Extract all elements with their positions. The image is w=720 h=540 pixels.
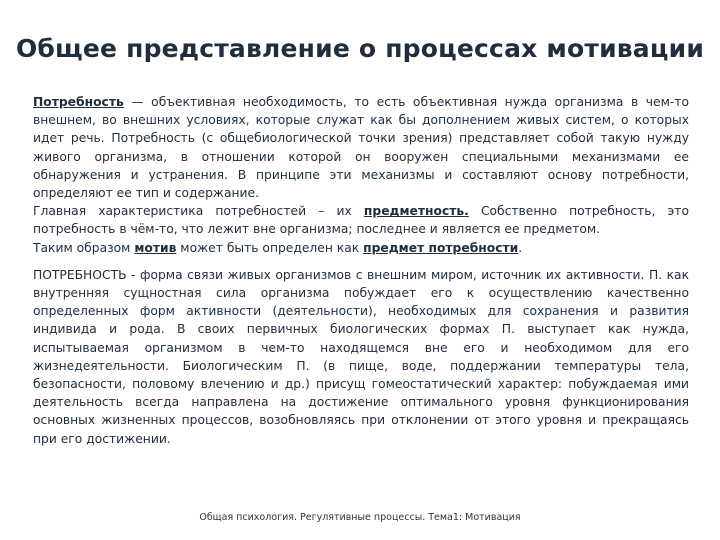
definition-paragraph [33,93,689,202]
motive-text-before: Таким образом [33,240,135,255]
term-need: Потребность [33,95,124,109]
slide-body [33,93,689,448]
definition-text: — объективная необходимость, то есть объективная нужда организма в чем-то внешнем, во внешних условиях, которые служат как бы дополнением живых систем, о которых идет речь. Потребность (с общебиологической точки зрения) представляет собой такую нужду живого организма, в отношении которой он вооружен специальными механизмами ее обнаружения и устранения. В принципе эти механизмы и составляют основу потребности, определяют ее тип и содержание. [33,95,689,201]
motive-text-after: . [518,240,523,255]
slide-footer: Общая психология. Регулятивные процессы. Тема1: Мотивация [199,512,521,523]
paragraph-spacer [33,257,689,266]
term-object-of-need: предмет потребности [363,240,519,255]
term-objectness: предметность. [363,204,469,219]
objectness-text-before: Главная характеристика потребностей – их [33,204,364,219]
objectness-text-after: Собственно потребность, это потребность в чём-то, что лежит вне организма; последнее и является ее предметом. [33,204,689,237]
motive-text-middle: может быть определен как [176,240,364,255]
need-explanation-paragraph: ПОТРЕБНОСТЬ - форма связи живых организмов с внешним миром, источник их активности. П. как внутренняя сущностная сила организма побуждает его к осуществлению качественно определенных форм активности (деятельности), необходимых для сохранения и развития индивида и рода. В своих первичных биологических формах П. выступает как нужда, испытываемая организмом в чем-то находящемся вне его и необходимом для его жизнедеятельности. Биологическим П. (в пище, воде, поддержании температуры тела, безопасности, половому влечению и др.) присущ гомеостатический характер: побуждаемая ими деятельность всегда направлена на достижение оптимального уровня функционирования основных жизненных процессов, возобновляясь при отклонении от этого уровня и прекращаясь при его достижении. [33,267,689,446]
slide-title: Общее представление о процессах мотивации [15,34,705,63]
term-motive: мотив [134,240,177,255]
objectness-paragraph [33,202,689,238]
motive-paragraph [33,239,689,257]
